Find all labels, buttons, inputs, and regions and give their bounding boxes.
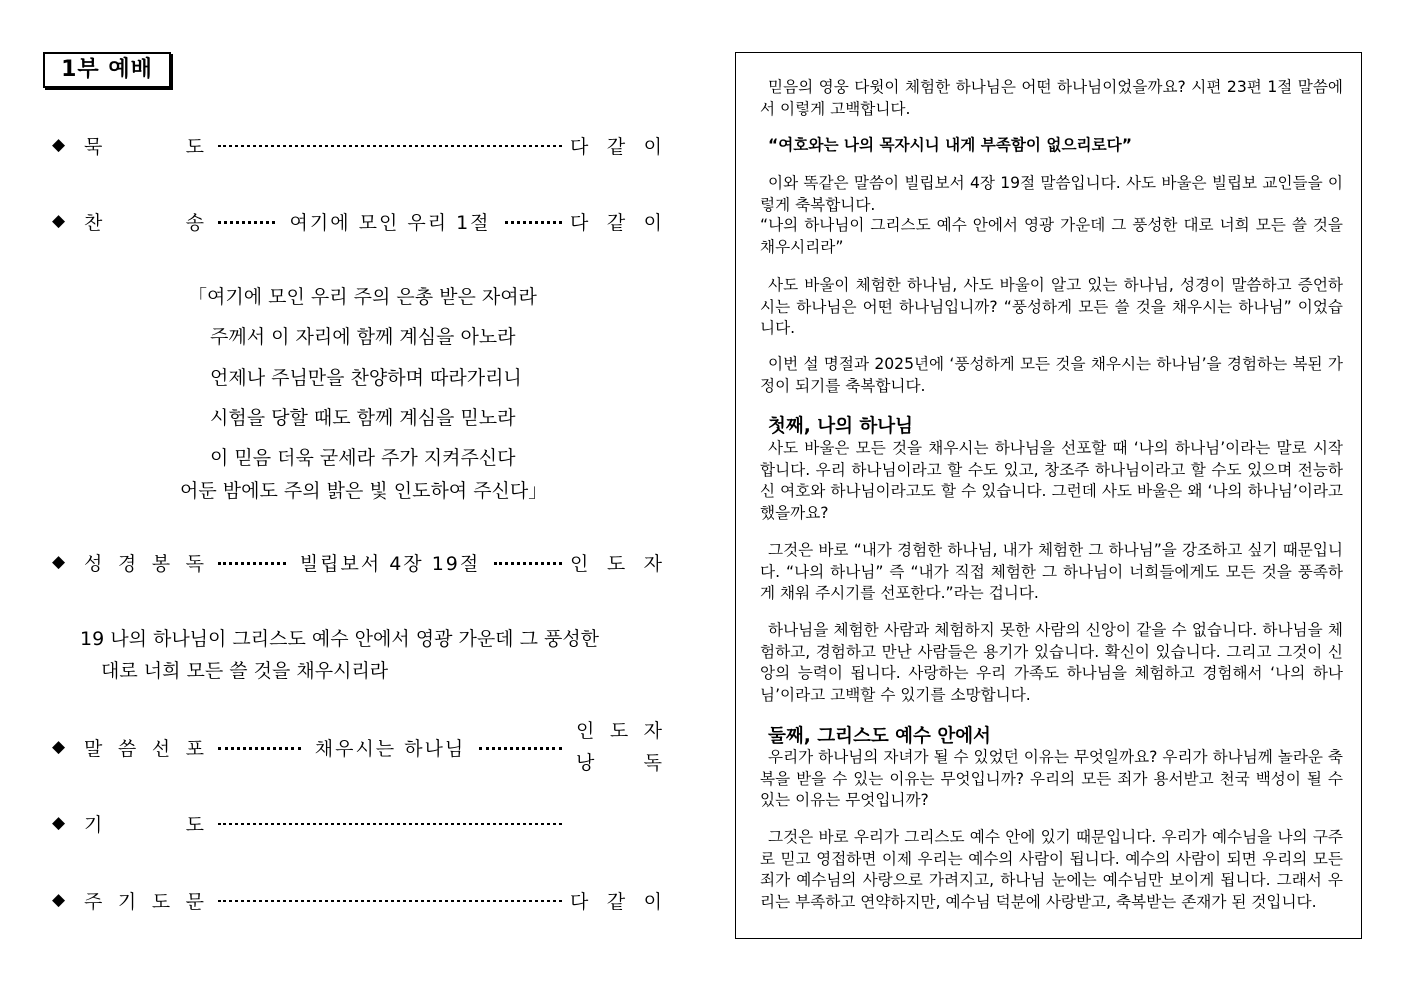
order-leader-dots bbox=[210, 144, 570, 147]
hymn-lyric-line: 이 믿음 더욱 굳세라 주가 지켜주신다 bbox=[210, 447, 516, 469]
sermon-paragraph: 하나님을 체험한 사람과 체험하지 못한 사람의 신앙이 같을 수 없습니다. 하나님을 체험하고, 경험하고 만난 사람들은 용기가 있습니다. 확신이 있습니다. 그리고 그것이 신앙의 능력이 됩니다. 사랑하는 우리 가족도 하나님을 체험하고 경험해서 ‘나의 하나님’이라고 고백할 수 있기를 소망합니다. bbox=[760, 621, 1343, 704]
scripture-verse-line: 19 나의 하나님이 그리스도 예수 안에서 영광 가운데 그 풍성한 bbox=[80, 628, 600, 650]
order-label: 주 기 도 문 bbox=[84, 890, 204, 913]
order-item-hymn bbox=[52, 206, 662, 236]
order-item-silent-prayer bbox=[52, 130, 662, 160]
diamond-bullet-icon: ◆ bbox=[52, 552, 66, 572]
section-heading: 첫째, 나의 하나님 bbox=[768, 416, 914, 437]
diamond-bullet-icon: ◆ bbox=[52, 813, 66, 833]
order-who: 인 도 자 bbox=[570, 552, 662, 575]
diamond-bullet-icon: ◆ bbox=[52, 890, 66, 910]
section-heading: 둘째, 그리스도 예수 안에서 bbox=[768, 726, 991, 747]
sermon-quote: “나의 하나님이 그리스도 예수 안에서 영광 가운데 그 풍성한 대로 너희 모든 쓸 것을 채우시리라” bbox=[760, 216, 1343, 256]
order-item-sermon bbox=[52, 732, 662, 762]
hymn-lyric-line: 시험을 당할 때도 함께 계심을 믿노라 bbox=[210, 407, 516, 429]
order-leader-dots bbox=[210, 208, 570, 235]
order-label: 말 씀 선 포 bbox=[84, 737, 204, 760]
sermon-paragraph: 그것은 바로 우리가 그리스도 예수 안에 있기 때문입니다. 우리가 예수님을 나의 구주로 믿고 영접하면 이제 우리는 예수의 사람이 됩니다. 예수의 사람이 되면 우리의 모든 죄가 예수님의 사랑으로 가려지고, 하나님 눈에는 예수님만 보이게 됩니다. 그래서 우리는 부족하고 연약하지만, 예수님 덕분에 사랑받고, 축복받는 존재가 된 것입니다. bbox=[760, 828, 1343, 911]
order-item-prayer bbox=[52, 808, 662, 838]
sermon-paragraph: 이와 똑같은 말씀이 빌립보서 4장 19절 말씀입니다. 사도 바울은 빌립보 교인들을 이렇게 축복합니다. bbox=[760, 174, 1343, 214]
scripture-verse-line: 대로 너희 모든 쓸 것을 채우시리라 bbox=[101, 660, 389, 682]
order-item-lords-prayer bbox=[52, 885, 662, 915]
order-label: 찬 송 bbox=[84, 211, 204, 234]
scripture-reference: 빌립보서 4장 19절 bbox=[299, 552, 481, 575]
sermon-paragraph: 사도 바울은 모든 것을 채우시는 하나님을 선포할 때 ‘나의 하나님’이라는 말로 시작합니다. 우리 하나님이라고 할 수도 있고, 창조주 하나님이라고 할 수도 있으며 전능하신 여호와 하나님이라고도 할 수 있습니다. 그런데 사도 바울은 왜 ‘나의 하나님’이라고 했을까요? bbox=[760, 439, 1343, 522]
order-label: 묵 도 bbox=[84, 135, 204, 158]
order-leader-dots bbox=[210, 822, 570, 825]
hymn-lyric-line: 「여기에 모인 우리 주의 은총 받은 자여라 bbox=[188, 286, 537, 308]
sermon-quote: “여호와는 나의 목자시니 내게 부족함이 없으리로다” bbox=[768, 136, 1132, 154]
order-who: 다 같 이 bbox=[570, 135, 662, 158]
hymn-lyric-line: 언제나 주님만을 찬양하며 따라가리니 bbox=[210, 367, 522, 389]
diamond-bullet-icon: ◆ bbox=[52, 135, 66, 155]
sermon-paragraph: 그것은 바로 “내가 경험한 하나님, 내가 체험한 그 하나님”을 강조하고 싶기 때문입니다. “나의 하나님” 즉 “내가 직접 체험한 그 하나님이 너희들에게도 모든 것을 풍족하게 채워 주시기를 선포한다.”라는 겁니다. bbox=[760, 541, 1343, 602]
order-leader-dots bbox=[210, 734, 570, 761]
sermon-paragraph: 사도 바울이 체험한 하나님, 사도 바울이 알고 있는 하나님, 성경이 말씀하고 증언하시는 하나님은 어떤 하나님입니까? “풍성하게 모든 쓸 것을 채우시는 하나님” 이었습니다. bbox=[760, 276, 1343, 337]
sermon-who: 인 도 자 낭 독 bbox=[576, 720, 662, 774]
order-label: 기 도 bbox=[84, 813, 204, 836]
sermon-paragraph: 우리가 하나님의 자녀가 될 수 있었던 이유는 무엇일까요? 우리가 하나님께 놀라운 축복을 받을 수 있는 이유는 무엇입니까? 우리의 모든 죄가 용서받고 천국 백성이 될 수 있는 이유는 무엇입니까? bbox=[760, 748, 1343, 809]
order-item-scripture-reading bbox=[52, 547, 662, 577]
order-label: 성 경 봉 독 bbox=[84, 552, 204, 575]
diamond-bullet-icon: ◆ bbox=[52, 211, 66, 231]
order-who: 다 같 이 bbox=[570, 211, 662, 234]
sermon-title: 채우시는 하나님 bbox=[314, 737, 466, 760]
order-leader-dots bbox=[210, 899, 570, 902]
sermon-paragraph: 이번 설 명절과 2025년에 ‘풍성하게 모든 것을 채우시는 하나님’을 경험하는 복된 가정이 되기를 축복합니다. bbox=[760, 355, 1343, 395]
diamond-bullet-icon: ◆ bbox=[52, 737, 66, 757]
hymn-lyric-line: 어둔 밤에도 주의 밝은 빛 인도하여 주신다」 bbox=[180, 480, 548, 502]
hymn-title: 여기에 모인 우리 1절 bbox=[289, 211, 491, 234]
sermon-paragraph: 믿음의 영웅 다윗이 체험한 하나님은 어떤 하나님이었을까요? 시편 23편 1절 말씀에서 이렇게 고백합니다. bbox=[760, 78, 1343, 118]
hymn-lyric-line: 주께서 이 자리에 함께 계심을 아노라 bbox=[210, 326, 516, 348]
sermon-text-panel bbox=[735, 52, 1362, 939]
section-title: 1부 예배 bbox=[43, 52, 171, 88]
order-leader-dots bbox=[210, 549, 570, 576]
order-who: 다 같 이 bbox=[570, 890, 662, 913]
